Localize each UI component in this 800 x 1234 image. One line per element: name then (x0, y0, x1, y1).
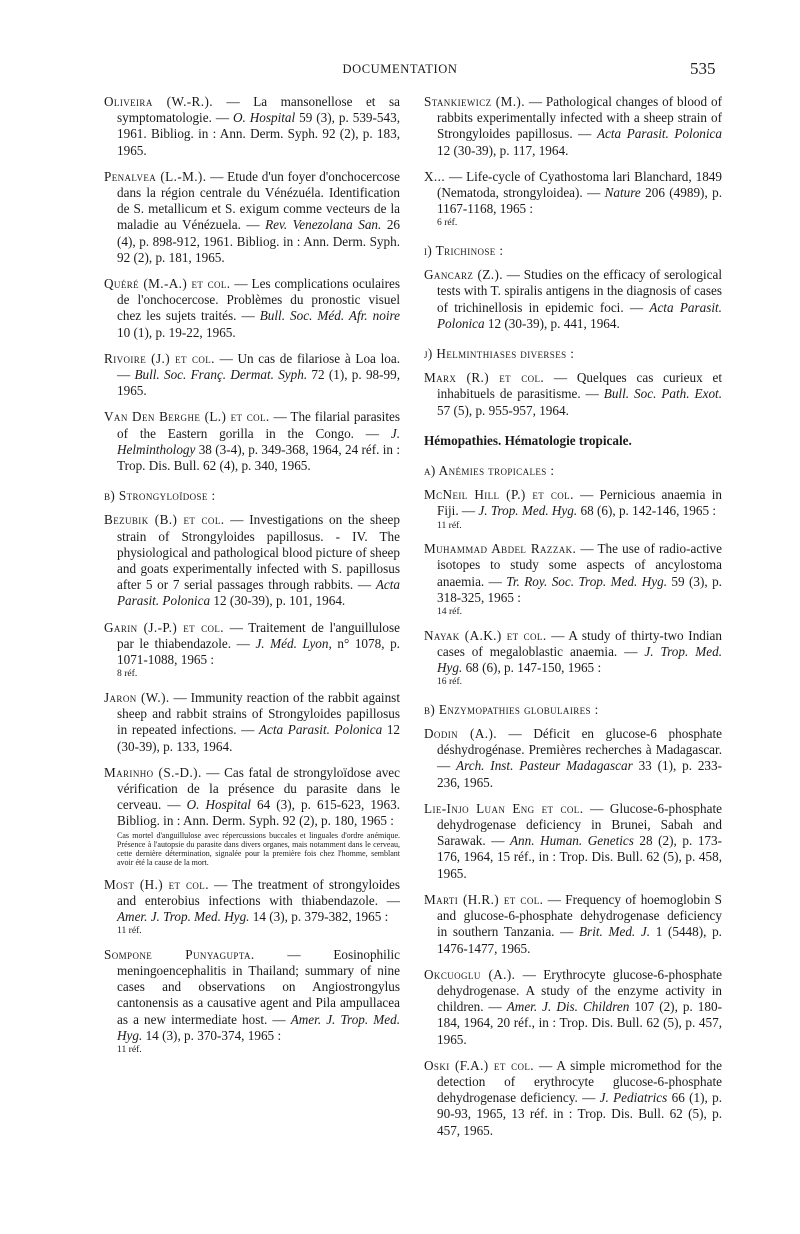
entry-citation: 206 (4989), p. 1167-1168, 1965 : (437, 185, 722, 217)
subsection-heading: b) Strongyloïdose : (104, 488, 216, 504)
entry-text: — Immunity reaction of the rabbit against sheep and rabbit strains of Strongyloides papillosus in repeated infections. — (117, 689, 400, 738)
entry-citation: 14 (3), p. 370-374, 1965 : (142, 1027, 282, 1043)
entry-author: Penalvea (L.-M.). (104, 168, 207, 184)
bibliography-entry (104, 765, 400, 867)
entry-journal: Tr. Roy. Soc. Trop. Med. Hyg. (506, 573, 667, 589)
entry-text: — Un cas de filariose à Loa loa. — (117, 350, 401, 383)
entry-author: Oliveira (W.-R.). (104, 94, 213, 109)
running-title: DOCUMENTATION (342, 62, 458, 76)
entry-citation: 57 (5), p. 955-957, 1964. (437, 402, 569, 418)
entry-journal: Bull. Soc. Méd. Afr. noire (259, 308, 400, 324)
entry-citation: 12 (30-39), p. 117, 1964. (437, 142, 569, 158)
entry-author: Quéré (M.-A.) et col. (104, 276, 231, 292)
entry-journal: Rev. Venezolana San. (265, 217, 382, 233)
bibliography-entry (104, 351, 400, 400)
bibliography-entry (424, 370, 722, 419)
entry-reference-count: 6 réf. (437, 217, 458, 229)
entry-text: — Studies on the efficacy of serological tests with T. spiralis antigens in the diagnosis of cases of trichinellosis in epidemic foci. — (437, 267, 722, 315)
entry-journal: Acta Parasit. Polonica (596, 126, 723, 142)
entry-reference-count: 11 réf. (117, 1043, 142, 1055)
subsection-heading: i) Trichinose : (424, 243, 504, 259)
entry-citation: 64 (3), p. 615-623, 1963. Bibliog. in : Ann. Derm. Syph. 92 (2), p. 180, 1965 : (117, 797, 400, 829)
entry-citation: 12 (30-39), p. 101, 1964. (210, 593, 346, 609)
entry-author: Dodin (A.). (424, 726, 497, 742)
entry-author: Van Den Berghe (L.) et col. (104, 409, 270, 425)
entry-citation: 68 (6), p. 147-150, 1965 : (462, 660, 602, 676)
entry-author: Sompone Punyagupta. (104, 946, 255, 962)
bibliography-entry (104, 169, 400, 266)
entry-citation: 10 (1), p. 19-22, 1965. (117, 324, 236, 340)
entry-reference-count: 14 réf. (437, 606, 463, 618)
bibliography-entry (424, 892, 722, 957)
bibliography-entry (104, 690, 400, 755)
bibliography-entry (104, 409, 400, 474)
entry-text: — Quelques cas curieux et inhabituels de parasitisme. — (437, 370, 722, 402)
entry-journal: J. Méd. Lyon, (255, 635, 332, 651)
entry-journal: Nature (604, 185, 641, 201)
entry-reference-count: 8 réf. (117, 668, 138, 680)
entry-journal: O. Hospital (186, 797, 251, 813)
bibliography-entry (424, 1058, 722, 1139)
entry-text: — Etude d'un foyer d'onchocercose dans la région centrale du Vénézuéla. Identification de S. metallicum et S. exigum comme vecteurs de la maladie au Vénézuela. — (117, 168, 400, 233)
entry-author: Garin (J.-P.) et col. (104, 619, 225, 635)
entry-text: — Erythrocyte glucose-6-phosphate dehydrogenase. A study of the enzyme activity in children. — (437, 966, 722, 1015)
entry-journal: Acta Parasit. Polonica (258, 722, 383, 738)
entry-citation: 12 (30-39), p. 441, 1964. (484, 315, 620, 331)
entry-journal: O. Hospital (232, 110, 296, 126)
entry-author: X... (424, 168, 446, 184)
bibliography-entry (424, 94, 722, 159)
entry-text: — The filarial parasites of the Eastern gorilla in the Congo. — (117, 409, 400, 441)
entry-journal: Amer. J. Trop. Med. Hyg. (117, 908, 250, 924)
entry-text: — Déficit en glucose-6 phosphate déshydrogénase. Premières recherches à Madagascar. — (437, 726, 722, 774)
entry-text: — La mansonellose et sa symptomatologie. — (117, 94, 400, 126)
entry-journal: Bull. Soc. Path. Exot. (603, 386, 722, 402)
entry-journal: J. Helminthology (117, 425, 400, 457)
entry-citation: 68 (6), p. 142-146, 1965 : (577, 503, 717, 519)
bibliography-entry (424, 169, 722, 229)
entry-text: — A simple micromethod for the detection of erythrocyte glucose-6-phosphate dehydrogenase deficiency. — (437, 1057, 722, 1106)
entry-citation: 28 (2), p. 173-176, 1964, 15 réf., in : Trop. Dis. Bull. 62 (5), p. 458, 1965. (437, 833, 722, 881)
entry-journal: Acta Parasit. Polonica (117, 577, 400, 609)
entry-citation: n° 1078, p. 1071-1088, 1965 : (117, 635, 400, 668)
bibliography-entry (104, 620, 400, 680)
left-column (104, 94, 400, 1066)
entry-journal: J. Trop. Med. Hyg. (478, 503, 578, 519)
bibliography-entry (104, 877, 400, 937)
entry-author: Marx (R.) et col. (424, 370, 545, 386)
entry-author: Most (H.) et col. (104, 876, 209, 892)
bibliography-entry (104, 276, 400, 341)
bibliography-entry (424, 628, 722, 688)
entry-author: Stankiewicz (M.). (424, 94, 525, 109)
entry-citation: 59 (3), p. 539-543, 1961. Bibliog. in : Ann. Derm. Syph. 92 (2), p. 183, 1965. (117, 110, 400, 158)
entry-citation: 72 (1), p. 98-99, 1965. (117, 367, 401, 399)
subsection-heading: j) Helminthiases diverses : (424, 346, 575, 362)
entry-author: Gancarz (Z.). (424, 267, 503, 283)
entry-author: Marinho (S.-D.). (104, 764, 202, 780)
entry-citation: 66 (1), p. 90-93, 1965, 13 réf. in : Trop. Dis. Bull. 62 (5), p. 457, 1965. (437, 1090, 722, 1138)
entry-journal: J. Pediatrics (599, 1090, 668, 1106)
entry-author: McNeil Hill (P.) et col. (424, 487, 574, 503)
entry-author: Nayak (A.K.) et col. (424, 627, 547, 643)
entry-text: — Investigations on the sheep strain of Strongyloides papillosus. - IV. The physiological and pathological blood picture of sheep and goats experimentally infected with S. papillosus after 5 or 7 serial passages through rabbits. — (117, 512, 401, 593)
entry-text: — The treatment of strongyloides and enterobius infections with thiabendazole. — (117, 876, 400, 908)
entry-text: — The use of radio-active isotopes to study some aspects of ancylostoma anaemia. — (437, 541, 722, 589)
entry-text: — Pathological changes of blood of rabbits experimentally infected with a sheep strain of Strongyloides papillosus. — (437, 94, 722, 142)
entry-abstract: Cas mortel d'anguillulose avec répercussions buccales et linguales d'ordre anémique. Présence à l'autopsie du parasite dans divers organes, mais notamment dans le cerveau, cette dernière détermination, signalée pour la première fois chez l'homme, semblant avoir été la cause de la mort. (117, 830, 400, 867)
entry-author: Marti (H.R.) et col. (424, 891, 544, 907)
bibliography-entry (424, 801, 722, 882)
bibliography-entry (104, 512, 400, 609)
entry-journal: Arch. Inst. Pasteur Madagascar (456, 758, 633, 774)
entry-text: — Traitement de l'anguillulose par le thiabendazole. — (117, 619, 400, 651)
entry-text: — Pernicious anaemia in Fiji. — (437, 487, 722, 519)
entry-reference-count: 16 réf. (437, 676, 463, 688)
entry-text: — A study of thirty-two Indian cases of megaloblastic anaemia. — (437, 627, 722, 659)
right-column (424, 94, 722, 1149)
entry-author: Muhammad Abdel Razzak. (424, 541, 577, 557)
entry-journal: Amer. J. Dis. Children (506, 999, 630, 1015)
entry-author: Okcuoglu (A.). (424, 966, 516, 982)
entry-author: Jaron (W.). (104, 689, 170, 705)
subsection-heading: a) Anémies tropicales : (424, 463, 555, 479)
entry-text: — Eosinophilic meningoencephalitis in Thailand; summary of nine cases and observations on Angiostrongylus cantonensis as a causative agent and Pila ampullacea as a new intermediate host. — (117, 946, 400, 1027)
entry-author: Bezubik (B.) et col. (104, 512, 225, 528)
entry-author: Lie-Injo Luan Eng et col. (424, 800, 584, 816)
entry-journal: J. Trop. Med. Hyg. (437, 643, 722, 676)
entry-text: — Les complications oculaires de l'onchocercose. Problèmes du pronostic visuel chez les sujets traités. — (117, 276, 400, 324)
entry-citation: 26 (4), p. 898-912, 1961. Bibliog. in : Ann. Derm. Syph. 92 (2), p. 181, 1965. (117, 217, 400, 265)
bibliography-entry (424, 967, 722, 1048)
entry-reference-count: 11 réf. (117, 925, 142, 937)
subsection-heading: b) Enzymopathies globulaires : (424, 701, 599, 717)
section-heading: Hémopathies. Hématologie tropicale. (424, 432, 632, 448)
entry-journal: Acta Parasit. Polonica (437, 299, 722, 331)
entry-citation: 107 (2), p. 180-184, 1964, 20 réf., in : Trop. Dis. Bull. 62 (5), p. 457, 1965. (437, 999, 722, 1047)
bibliography-entry (104, 94, 400, 159)
entry-journal: Bull. Soc. Franç. Dermat. Syph. (134, 367, 308, 383)
entry-text: — Glucose-6-phosphate dehydrogenase deficiency in Brunei, Sabah and Sarawak. — (437, 800, 722, 849)
bibliography-entry (424, 541, 722, 617)
entry-author: Rivoire (J.) et col. (104, 350, 215, 366)
bibliography-entry (424, 267, 722, 332)
bibliography-entry (424, 726, 722, 791)
entry-reference-count: 11 réf. (437, 519, 462, 531)
page-number: 535 (690, 59, 716, 78)
bibliography-entry (104, 947, 400, 1056)
entry-text: — Cas fatal de strongyloïdose avec vérification de la présence du parasite dans le cerveau. — (117, 764, 401, 813)
entry-citation: 12 (30-39), p. 133, 1964. (117, 722, 400, 754)
entry-journal: Ann. Human. Genetics (509, 833, 634, 849)
entry-text: — Life-cycle of Cyathostoma lari Blanchard, 1849 (Nematoda, strongyloidea). — (437, 168, 722, 201)
entry-journal: Brit. Med. J. (579, 924, 651, 940)
entry-citation: 14 (3), p. 379-382, 1965 : (249, 908, 389, 924)
entry-author: Oski (F.A.) et col. (424, 1057, 534, 1073)
entry-citation: 38 (3-4), p. 349-368, 1964, 24 réf. in : Trop. Dis. Bull. 62 (4), p. 340, 1965. (117, 441, 400, 474)
entry-text: — Frequency of hoemoglobin S and glucose-6-phosphate dehydrogenase deficiency in southern Tanzania. — (437, 891, 723, 940)
entry-journal: Amer. J. Trop. Med. Hyg. (117, 1011, 400, 1043)
entry-citation: 59 (3), p. 318-325, 1965 : (437, 573, 722, 605)
entry-citation: 33 (1), p. 233-236, 1965. (437, 758, 723, 790)
entry-citation: 1 (5448), p. 1476-1477, 1965. (437, 924, 722, 956)
bibliography-entry (424, 487, 722, 531)
